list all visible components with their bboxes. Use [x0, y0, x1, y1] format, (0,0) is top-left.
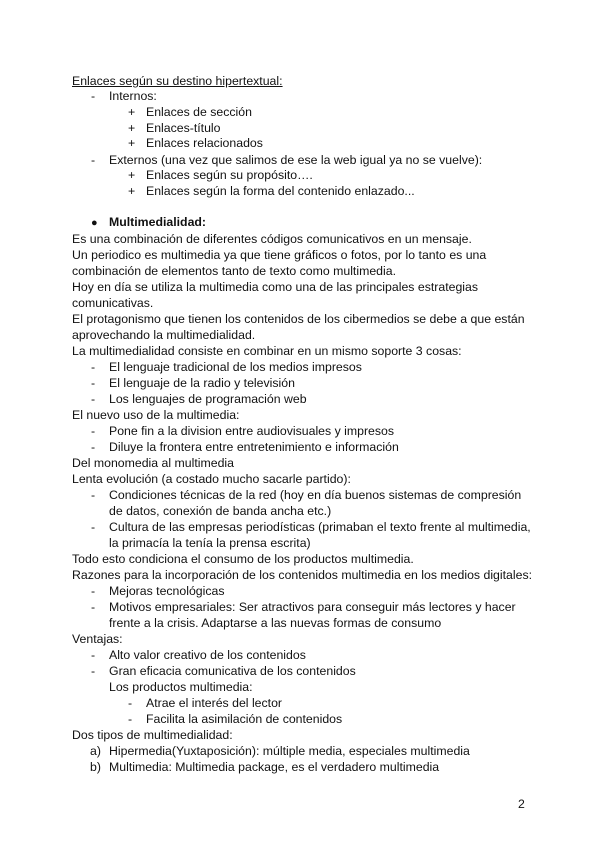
paragraph: El protagonismo que tienen los contenidos de los cibermedios se debe a que están: [72, 312, 525, 326]
list-marker: -: [91, 376, 96, 390]
list-item-continuation: de datos, conexión de banda ancha etc.): [109, 504, 332, 518]
paragraph: Razones para la incorporación de los contenidos multimedia en los medios digitales:: [72, 568, 533, 582]
list-item: Hipermedia(Yuxtaposición): múltiple media, especiales multimedia: [109, 744, 470, 758]
list-marker: +: [128, 168, 136, 182]
list-item: Atrae el interés del lector: [146, 696, 283, 710]
paragraph: Dos tipos de multimedialidad:: [72, 728, 233, 742]
paragraph: El nuevo uso de la multimedia:: [72, 408, 240, 422]
list-marker: -: [91, 584, 96, 598]
paragraph: Ventajas:: [72, 632, 123, 646]
list-item-externos: Externos (una vez que salimos de ese la web igual ya no se vuelve):: [109, 153, 483, 167]
list-item: Los lenguajes de programación web: [109, 392, 307, 406]
list-item-continuation: la primacía la tenía la prensa escrita): [109, 536, 311, 550]
list-marker: -: [128, 712, 133, 726]
sublist-label: Los productos multimedia:: [109, 680, 253, 694]
list-marker: b): [90, 760, 101, 774]
paragraph: Lenta evolución (a costado mucho sacarle partido):: [72, 472, 351, 486]
list-item: El lenguaje tradicional de los medios impresos: [109, 360, 362, 374]
list-marker: -: [91, 424, 96, 438]
list-marker: -: [91, 392, 96, 406]
list-marker: +: [128, 184, 136, 198]
list-item: Multimedia: Multimedia package, es el verdadero multimedia: [109, 760, 440, 774]
paragraph: comunicativas.: [72, 296, 154, 310]
list-marker: -: [91, 520, 96, 534]
list-item-continuation: frente a la crisis. Adaptarse a las nuevas formas de consumo: [109, 616, 442, 630]
list-marker: -: [91, 440, 96, 454]
list-item: Enlaces según su propósito….: [146, 168, 313, 182]
heading-enlaces: Enlaces según su destino hipertextual:: [72, 74, 283, 88]
list-item: Alto valor creativo de los contenidos: [109, 648, 306, 662]
list-item: Condiciones técnicas de la red (hoy en día buenos sistemas de compresión: [109, 488, 522, 502]
list-item-internos: Internos:: [109, 89, 157, 103]
page-number: 2: [518, 797, 525, 811]
list-item: Enlaces según la forma del contenido enlazado...: [146, 184, 415, 198]
paragraph: Es una combinación de diferentes códigos comunicativos en un mensaje.: [72, 232, 472, 246]
paragraph: combinación de elementos tanto de texto como multimedia.: [72, 264, 396, 278]
paragraph: Hoy en día se utiliza la multimedia como una de las principales estrategias: [72, 280, 479, 294]
list-item: Cultura de las empresas periodísticas (primaban el texto frente al multimedia,: [109, 520, 531, 534]
list-marker: -: [91, 153, 96, 167]
paragraph: Un periodico es multimedia ya que tiene gráficos o fotos, por lo tanto es una: [72, 248, 487, 262]
paragraph: Todo esto condiciona el consumo de los productos multimedia.: [72, 552, 414, 566]
list-marker: -: [91, 360, 96, 374]
list-item: El lenguaje de la radio y televisión: [109, 376, 295, 390]
list-marker: -: [91, 648, 96, 662]
list-marker: a): [90, 744, 101, 758]
bullet-icon: ●: [91, 217, 98, 229]
list-item: Enlaces de sección: [146, 105, 252, 119]
list-marker: -: [91, 488, 96, 502]
list-item: Enlaces-título: [146, 121, 221, 135]
list-item: Enlaces relacionados: [146, 136, 263, 150]
list-marker: -: [91, 664, 96, 678]
list-marker: +: [128, 105, 136, 119]
paragraph: La multimedialidad consiste en combinar en un mismo soporte 3 cosas:: [72, 344, 462, 358]
list-marker: -: [91, 89, 96, 103]
list-marker: -: [91, 600, 96, 614]
list-marker: -: [128, 696, 133, 710]
list-marker: +: [128, 121, 136, 135]
list-item: Mejoras tecnológicas: [109, 584, 225, 598]
list-item: Gran eficacia comunicativa de los contenidos: [109, 664, 356, 678]
list-item: Facilita la asimilación de contenidos: [146, 712, 343, 726]
paragraph: aprovechando la multimedialidad.: [72, 328, 256, 342]
paragraph: Del monomedia al multimedia: [72, 456, 234, 470]
list-marker: +: [128, 136, 136, 150]
section-title: Multimedialidad:: [109, 215, 207, 229]
list-item: Pone fin a la division entre audiovisuales y impresos: [109, 424, 395, 438]
list-item: Motivos empresariales: Ser atractivos para conseguir más lectores y hacer: [109, 600, 516, 614]
list-item: Diluye la frontera entre entretenimiento e información: [109, 440, 399, 454]
